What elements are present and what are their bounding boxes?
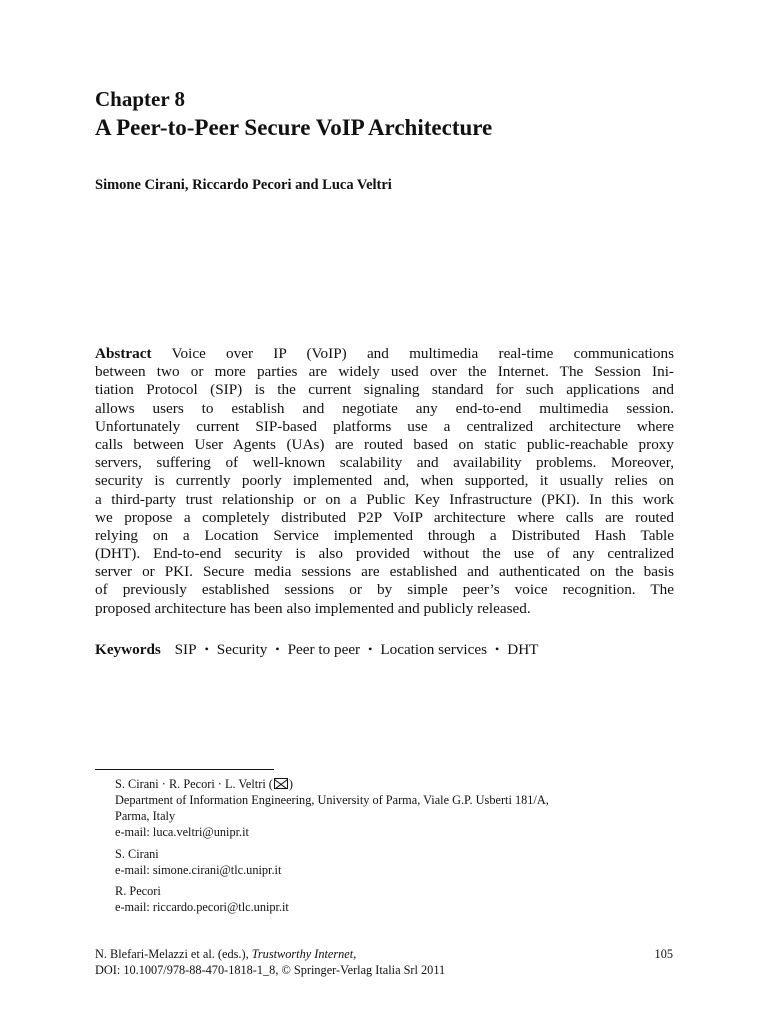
abstract-line: relying on a Location Service implemented through a Distributed Hash Table: [95, 526, 674, 544]
abstract-line: [95, 345, 674, 363]
abstract-line: proposed architecture has been also implemented and publicly released.: [95, 599, 531, 617]
abstract-heading: Abstract: [95, 345, 152, 362]
abstract-line: servers, suffering of well-known scalability and availability problems. Moreover,: [95, 454, 674, 472]
chapter-label: Chapter 8: [95, 87, 186, 111]
abstract-line: security is currently poorly implemented and, when supported, it usually relies on: [95, 472, 674, 490]
affiliation-block: [115, 846, 675, 878]
keyword: DHT: [507, 641, 539, 658]
abstract: [95, 345, 674, 618]
keyword: Security: [216, 641, 268, 658]
keywords: [95, 639, 538, 660]
keyword-separator: •: [275, 642, 280, 656]
keyword-separator: •: [495, 642, 500, 656]
page-number: 105: [654, 947, 673, 961]
keyword: SIP: [174, 641, 197, 658]
chapter-title: A Peer-to-Peer Secure VoIP Architecture: [95, 115, 493, 140]
affiliation-block: [115, 883, 675, 915]
affiliation-block: [115, 776, 675, 840]
footer-editors-line: [95, 946, 445, 962]
abstract-line: we propose a completely distributed P2P VoIP architecture where calls are routed: [95, 508, 674, 526]
abstract-line: of previously established sessions or by simple peer’s voice recognition. The: [95, 581, 674, 599]
author-list: Simone Cirani, Riccardo Pecori and Luca Veltri: [95, 177, 392, 193]
affiliation-names-text: S. Cirani · R. Pecori · L. Veltri (: [115, 777, 273, 791]
abstract-line: (DHT). End-to-end security is also provided without the use of any centralized: [95, 545, 674, 563]
affiliation-names: [115, 776, 675, 792]
abstract-line: tiation Protocol (SIP) is the current signaling standard for such applications and: [95, 381, 674, 399]
footer-editors: N. Blefari-Melazzi et al. (eds.),: [95, 947, 252, 961]
affiliation-place: Parma, Italy: [115, 809, 176, 823]
keyword-separator: •: [368, 642, 373, 656]
keyword-separator: •: [204, 642, 209, 656]
affiliation-names-close: ): [288, 777, 294, 791]
affiliation-email: e-mail: luca.veltri@unipr.it: [115, 825, 249, 839]
keywords-heading: Keywords: [95, 641, 161, 658]
keyword: Peer to peer: [287, 641, 361, 658]
abstract-line: server or PKI. Secure media sessions are established and authenticated on the basis: [95, 563, 674, 581]
footer-doi: DOI: 10.1007/978-88-470-1818-1_8, © Springer-Verlag Italia Srl 2011: [95, 963, 446, 977]
footnote-rule: [95, 769, 274, 770]
abstract-line: calls between User Agents (UAs) are routed based on static public-reachable proxy: [95, 435, 674, 453]
abstract-line: between two or more parties are widely used over the Internet. The Session Ini-: [95, 363, 674, 381]
envelope-icon: [274, 778, 288, 789]
abstract-line-text: Voice over IP (VoIP) and multimedia real-time communications: [171, 345, 674, 362]
abstract-line: allows users to establish and negotiate any end-to-end multimedia session.: [95, 399, 674, 417]
keyword: Location services: [380, 641, 488, 658]
abstract-line: Unfortunately current SIP-based platforms use a centralized architecture where: [95, 417, 674, 435]
footer-citation: [95, 946, 445, 978]
affiliation-name: R. Pecori: [115, 884, 161, 898]
footer-book-title: Trustworthy Internet: [251, 947, 354, 961]
affiliation-department: Department of Information Engineering, University of Parma, Viale G.P. Usberti 181/A,: [115, 793, 549, 807]
abstract-line: a third-party trust relationship or on a Public Key Infrastructure (PKI). In this work: [95, 490, 674, 508]
affiliation-email: e-mail: simone.cirani@tlc.unipr.it: [115, 863, 282, 877]
footer-punctuation: ,: [353, 947, 357, 961]
affiliation-email: e-mail: riccardo.pecori@tlc.unipr.it: [115, 900, 289, 914]
affiliation-name: S. Cirani: [115, 847, 159, 861]
